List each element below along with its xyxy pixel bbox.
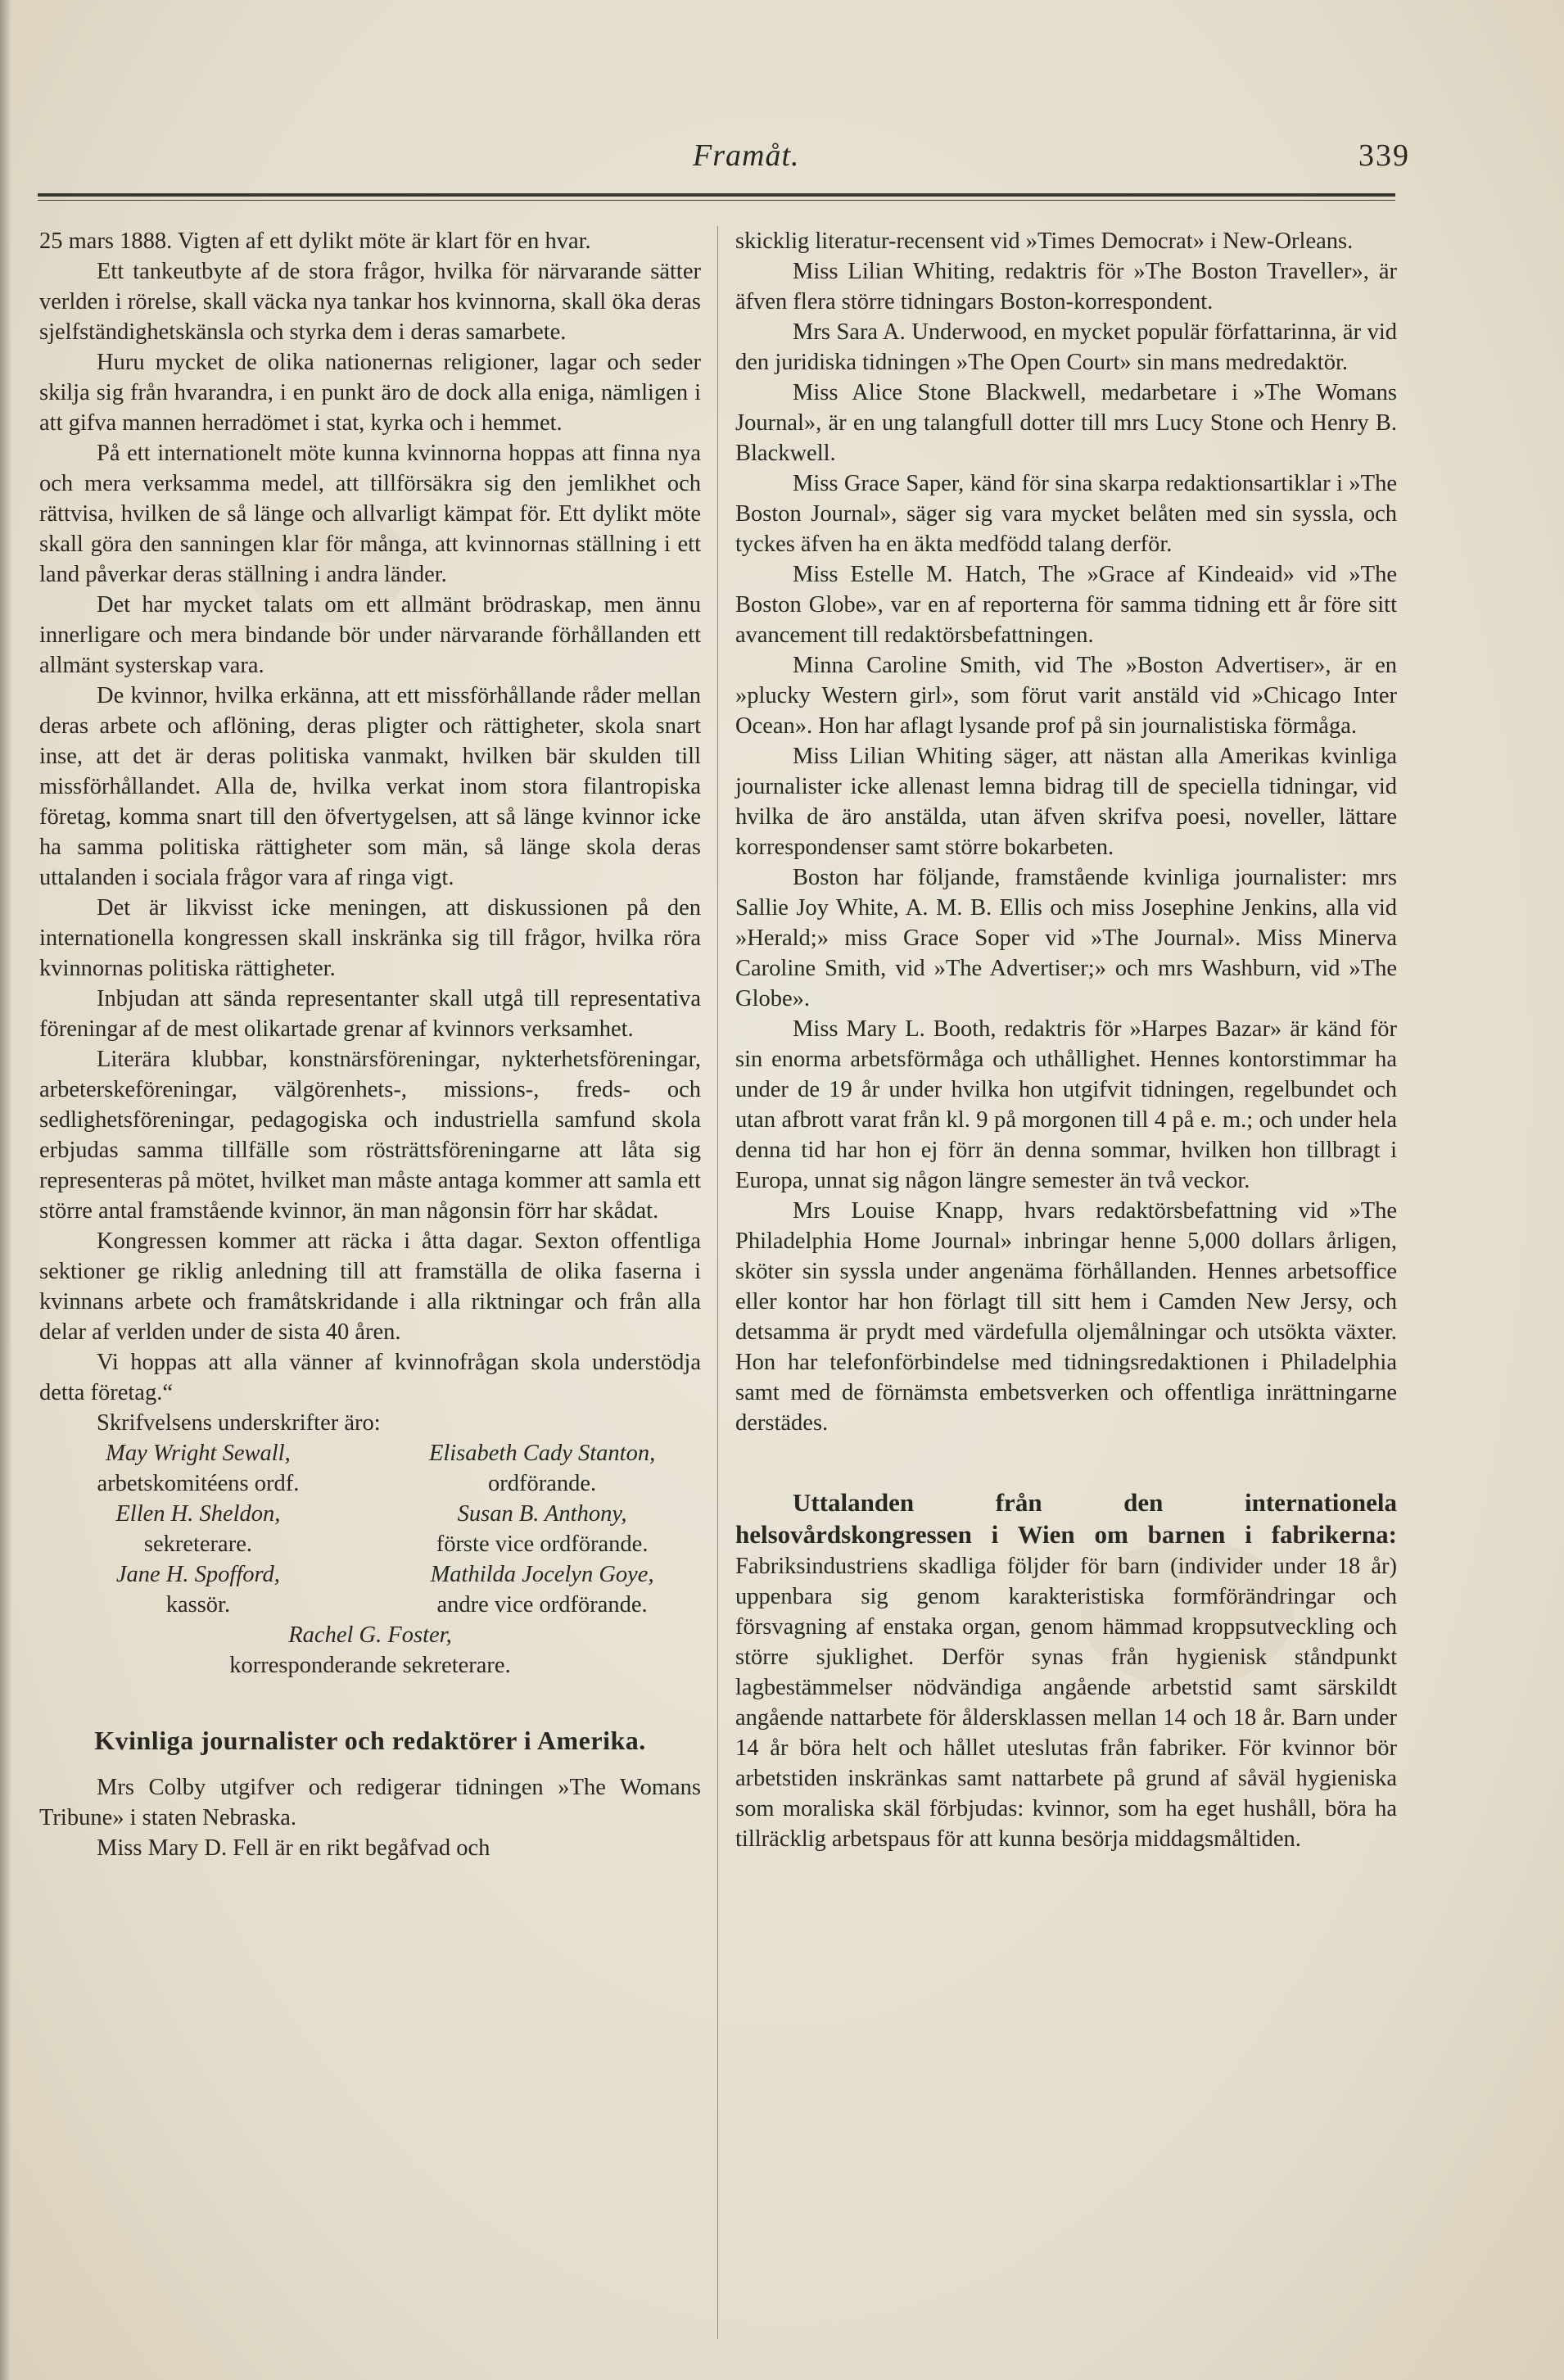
paragraph: Huru mycket de olika nationernas religioner, lagar och seder skilja sig från hvarandra, i en punkt äro de dock alla eniga, nämligen i att gifva mannen herradömet i stat, kyrka och i hemmet. [39, 350, 701, 436]
paragraph: Ett tankeutbyte af de stora frågor, hvilka för närvarande sätter verlden i rörelse, skall väcka nya tankar hos kvinnorna, skall öka deras sjelfständighetskänsla och styrka dem i deras samarbete. [39, 259, 701, 345]
paragraph: Mrs Sara A. Underwood, en mycket populär författarinna, är vid den juridiska tidningen »The Open Court» sin mans medredaktör. [735, 319, 1397, 375]
signature-row [39, 1559, 701, 1620]
paragraph: Miss Mary L. Booth, redaktris för »Harpes Bazar» är känd för sin enorma arbetsförmåga och uthållighet. Hennes kontorstimmar ha under de 19 år under hvilka hon utgifvit tidningen, regelbundet och utan afbrott varat från kl. 9 på morgonen till 4 på e. m.; och under hela denna tid har hon ej förr än denna sommar, hvilken hon tillbragt i Europa, unnat sig någon längre semester än två veckor. [735, 1016, 1397, 1193]
signature-row [39, 1499, 701, 1559]
left-column [39, 226, 701, 1863]
page-number: 339 [1358, 138, 1410, 173]
paragraph: Kongressen kommer att räcka i åtta dagar. Sexton offentliga sektioner ge riklig anledning till att framställa de olika faserna i kvinnans arbete och framåtskridande i alla riktningar och från alla delar af verlden under de sista 40 åren. [39, 1228, 701, 1345]
signature-name: Susan B. Anthony, [457, 1501, 627, 1527]
paragraph: På ett internationelt möte kunna kvinnorna hoppas att finna nya och mera verksamma medel, att tillförsäkra sig den jemlikhet och rättvisa, hvilken de så länge och allvarligt kämpat för. Ett dylikt möte skall göra den sanningen klar för många, att kvinnornas ställning i ett land påverkar deras ställning i andra länder. [39, 441, 701, 587]
right-column [735, 226, 1397, 1854]
paragraph: Minna Caroline Smith, vid The »Boston Advertiser», är en »plucky Western girl», som förut varit anstäld vid »Chicago Inter Ocean». Hon har aflagt lysande prof på sin journalistiska förmåga. [735, 653, 1397, 739]
signature-row [39, 1438, 701, 1499]
section-paragraph [735, 1487, 1397, 1854]
signature-role: arbetskomitéens ordf. [97, 1471, 300, 1496]
section-spacer [735, 1438, 1397, 1487]
signature-block [39, 1620, 701, 1681]
paragraph: Vi hoppas att alla vänner af kvinnofrågan skola understödja detta företag.“ [39, 1350, 701, 1405]
paragraph: Miss Grace Saper, känd för sina skarpa redaktionsartiklar i »The Boston Journal», säger sig vara mycket belåten med sin syssla, och tyckes äfven ha en äkta medfödd talang derför. [735, 471, 1397, 557]
paragraph: Mrs Colby utgifver och redigerar tidningen »The Womans Tribune» i staten Nebraska. [39, 1775, 701, 1830]
signature-role: korresponderande sekreterare. [229, 1653, 511, 1678]
paragraph: skicklig literatur-recensent vid »Times Democrat» i New-Orleans. [735, 228, 1354, 254]
signature-name: Jane H. Spofford, [115, 1562, 280, 1587]
header-rule [38, 193, 1395, 197]
paragraph: 25 mars 1888. Vigten af ett dylikt möte är klart för en hvar. [39, 228, 591, 254]
signature-role: förste vice ordförande. [436, 1532, 649, 1557]
running-title: Framåt. [693, 138, 800, 173]
page-spine-shadow [0, 0, 11, 2380]
header-rule-thin [38, 200, 1395, 201]
paragraph: Det har mycket talats om ett allmänt brödraskap, men ännu innerligare och mera bindande bör under närvarande förhållanden ett allmänt systerskap vara. [39, 592, 701, 678]
signature-role: kassör. [165, 1592, 231, 1618]
paragraph: Skrifvelsens underskrifter äro: [97, 1410, 381, 1436]
paragraph: Boston har följande, framstående kvinliga journalister: mrs Sallie Joy White, A. M. B. Ellis och miss Josephine Jenkins, alla vid »Herald;» miss Grace Soper vid »The Journal». Miss Minerva Caroline Smith, vid »The Advertiser;» och mrs Washburn, vid »The Globe». [735, 865, 1397, 1011]
paragraph: Literära klubbar, konstnärsföreningar, nykterhetsföreningar, arbeterskeföreningar, välgörenhets-, missions-, freds- och sedlighetsföreningar, pedagogiska och industriella samfund skola erbjudas samma tillfälle som rösträttsföreningarne att låta sig representeras på mötet, hvilket man måste antaga kommer att samla ett större antal framstående kvinnor, än man någonsin förr har skådat. [39, 1047, 701, 1224]
column-divider [717, 226, 718, 2339]
paragraph: Det är likvisst icke meningen, att diskussionen på den internationella kongressen skall inskränka sig till frågor, hvilka röra kvinnornas politiska rättigheter. [39, 895, 701, 981]
paragraph: Miss Mary D. Fell är en rikt begåfvad och [97, 1835, 490, 1861]
paragraph: Mrs Louise Knapp, hvars redaktörsbefattning vid »The Philadelphia Home Journal» inbringar henne 5,000 dollars årligen, sköter sin syssla under angenäma förhållanden. Hennes arbetsoffice eller kontor har hon förlagt till sitt hem i Camden New Jersy, och detsamma är prydt med värdefulla oljemålningar och utsökta växter. Hon har telefonförbindelse med tidningsredaktionen i Philadelphia samt med de förnämsta embetsverken och offentliga inrättningarne derstädes. [735, 1198, 1397, 1436]
signature-name: Elisabeth Cady Stanton, [428, 1441, 656, 1466]
section-title: Kvinliga journalister och redaktörer i Amerika. [94, 1726, 646, 1755]
paragraph: Miss Alice Stone Blackwell, medarbetare i »The Womans Journal», är en ung talangfull dotter till mrs Lucy Stone och Henry B. Blackwell. [735, 380, 1397, 466]
signature-role: ordförande. [488, 1471, 597, 1496]
run-in-heading: Uttalanden från den internationela helsovårdskongressen i Wien om barnen i fabrikerna: [735, 1488, 1397, 1549]
paragraph: Miss Estelle M. Hatch, The »Grace af Kindeaid» vid »The Boston Globe», var en af reporterna för samma tidning ett år före sitt avancement till redaktörsbefattningen. [735, 562, 1397, 648]
signature-name: Mathilda Jocelyn Goye, [430, 1562, 654, 1587]
signature-name: Ellen H. Sheldon, [115, 1501, 281, 1527]
signature-name: May Wright Sewall, [106, 1441, 291, 1466]
page-header [33, 138, 1531, 187]
paragraph: Miss Lilian Whiting säger, att nästan alla Amerikas kvinliga journalister icke allenast lemna bidrag till de speciella tidningar, vid hvilka de äro anstälda, utan äfven skrifva poesi, noveller, lättare korrespondenser samt större bokarbeten. [735, 744, 1397, 860]
section-body: Fabriksindustriens skadliga följder för barn (individer under 18 år) uppenbara sig genom karakteristiska formförändringar och försvagning af enstaka organ, genom hämmad kroppsutveckling och större sjuklighet. Derför synas från hygienisk ståndpunkt lagbestämmelser nödvändiga angående arbetstid samt särskildt angående nattarbete för åldersklassen mellan 14 och 18 år. Barn under 14 år böra helt och hållet uteslutas från fabriker. För kvinnor bör arbetstiden inskränkas samt nattarbete på grund af såväl hygieniska som moraliska skäl förbjudas: kvinnor, som ha eget hushåll, böra ha tillräcklig arbetspaus för att kunna besörja middagsmåltiden. [735, 1554, 1397, 1852]
signature-name: Rachel G. Foster, [288, 1622, 452, 1648]
signature-role: sekreterare. [143, 1532, 252, 1557]
paragraph: Inbjudan att sända representanter skall utgå till representativa föreningar af de mest olikartade grenar af kvinnors verksamhet. [39, 986, 701, 1042]
signature-role: andre vice ordförande. [436, 1592, 648, 1618]
paragraph: Miss Lilian Whiting, redaktris för »The Boston Traveller», är äfven flera större tidningars Boston-korrespondent. [735, 259, 1397, 314]
paragraph: De kvinnor, hvilka erkänna, att ett missförhållande råder mellan deras arbete och aflöning, deras pligter och rättigheter, skola snart inse, att det är deras politiska vanmakt, hvilken bär skulden till missförhållandet. Alla de, hvilka verkat inom stora filantropiska företag, komma snart till den öfvertygelsen, att så länge kvinnor icke ha samma politiska rättigheter som män, så länge skola deras uttalanden i sociala frågor vara af ringa vigt. [39, 683, 701, 890]
